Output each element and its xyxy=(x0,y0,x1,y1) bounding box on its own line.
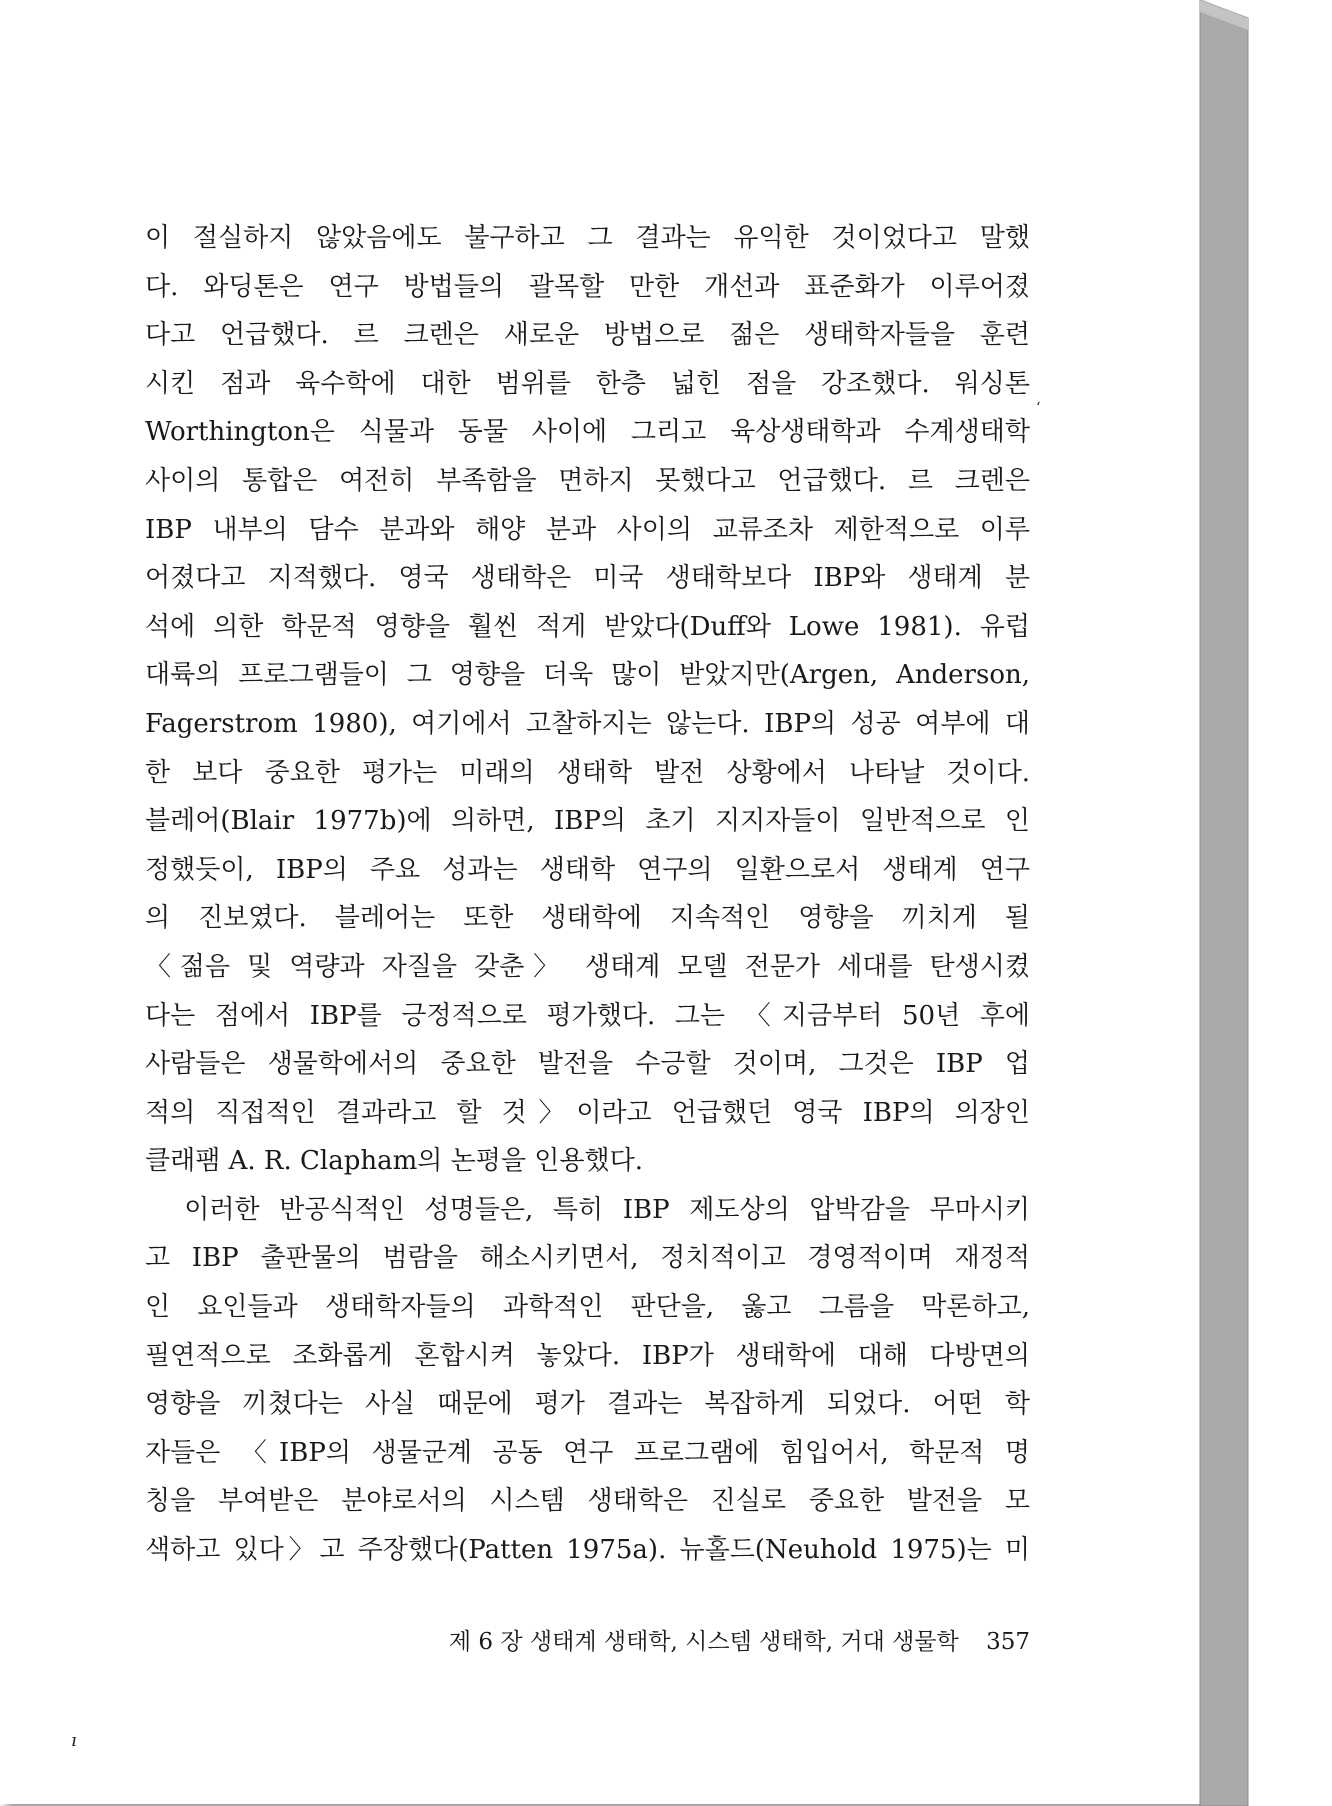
stray-mark: ‘ xyxy=(1036,400,1041,416)
text-line: 인 요인들과 생태학자들의 과학적인 판단을, 옳고 그름을 막론하고, xyxy=(145,1292,1030,1323)
page-number: 357 xyxy=(986,1629,1030,1655)
text-line: 석에 의한 학문적 영향을 훨씬 적게 받았다(Duff와 Lowe 1981). 유럽 xyxy=(145,611,1030,642)
text-line: 다는 점에서 IBP를 긍정적으로 평가했다. 그는 〈지금부터 50년 후에 xyxy=(145,1000,1030,1031)
text-line: 한 보다 중요한 평가는 미래의 생태학 발전 상황에서 나타날 것이다. xyxy=(145,757,1030,788)
page-footer xyxy=(145,1623,1030,1656)
text-line: 자들은 〈IBP의 생물군계 공동 연구 프로그램에 힘입어서, 학문적 명 xyxy=(145,1437,1030,1468)
body-text xyxy=(145,214,1030,1575)
text-line: 대륙의 프로그램들이 그 영향을 더욱 많이 받았지만(Argen, Anderson, xyxy=(145,660,1030,691)
text-line: 다고 언급했다. 르 크렌은 새로운 방법으로 젊은 생태학자들을 훈련 xyxy=(145,320,1030,351)
text-line: 시킨 점과 육수학에 대한 범위를 한층 넓힌 점을 강조했다. 워싱톤 xyxy=(145,368,1030,399)
text-line: 이 절실하지 않았음에도 불구하고 그 결과는 유익한 것이었다고 말했 xyxy=(145,223,1030,253)
text-line: IBP 내부의 담수 분과와 해양 분과 사이의 교류조차 제한적으로 이루 xyxy=(145,514,1030,545)
text-line: 의 진보였다. 블레어는 또한 생태학에 지속적인 영향을 끼치게 될 xyxy=(145,903,1030,934)
text-line: 〈젊음 및 역량과 자질을 갖춘〉 생태계 모델 전문가 세대를 탄생시켰 xyxy=(145,951,1030,982)
text-line: 영향을 끼쳤다는 사실 때문에 평가 결과는 복잡하게 되었다. 어떤 학 xyxy=(145,1389,1030,1420)
text-line: 클래팸 A. R. Clapham의 논평을 인용했다. xyxy=(145,1146,643,1177)
text-line: Worthington은 식물과 동물 사이에 그리고 육상생태학과 수계생태학 xyxy=(145,417,1030,448)
text-line: 사람들은 생물학에서의 중요한 발전을 수긍할 것이며, 그것은 IBP 업 xyxy=(145,1049,1030,1080)
text-line: 다. 와딩톤은 연구 방법들의 괄목할 만한 개선과 표준화가 이루어졌 xyxy=(145,271,1030,302)
text-line: 필연적으로 조화롭게 혼합시켜 놓았다. IBP가 생태학에 대해 다방면의 xyxy=(145,1340,1030,1371)
chapter-title: 제 6 장 생태계 생태학, 시스템 생태학, 거대 생물학 xyxy=(448,1629,959,1655)
text-line: 블레어(Blair 1977b)에 의하면, IBP의 초기 지지자들이 일반적으로 인 xyxy=(145,806,1030,837)
text-line: 칭을 부여받은 분야로서의 시스템 생태학은 진실로 중요한 발전을 모 xyxy=(145,1486,1030,1517)
text-line: 사이의 통합은 여전히 부족함을 면하지 못했다고 언급했다. 르 크렌은 xyxy=(145,465,1030,496)
text-line: 정했듯이, IBP의 주요 성과는 생태학 연구의 일환으로서 생태계 연구 xyxy=(145,854,1030,885)
text-line: 적의 직접적인 결과라고 할 것〉이라고 언급했던 영국 IBP의 의장인 xyxy=(145,1097,1030,1128)
text-line: 어졌다고 지적했다. 영국 생태학은 미국 생태학보다 IBP와 생태계 분 xyxy=(145,563,1030,594)
text-line: 색하고 있다〉고 주장했다(Patten 1975a). 뉴홀드(Neuhold 1975)는 미 xyxy=(145,1535,1030,1566)
text-line: 이러한 반공식적인 성명들은, 특히 IBP 제도상의 압박감을 무마시키 xyxy=(145,1194,1030,1225)
stray-mark: ı xyxy=(71,1730,77,1751)
text-line: Fagerstrom 1980), 여기에서 고찰하지는 않는다. IBP의 성공 여부에 대 xyxy=(145,708,1030,739)
text-line: 고 IBP 출판물의 범람을 해소시키면서, 정치적이고 경영적이며 재정적 xyxy=(145,1243,1030,1274)
page-stack-edge-graphic xyxy=(1200,0,1300,1806)
